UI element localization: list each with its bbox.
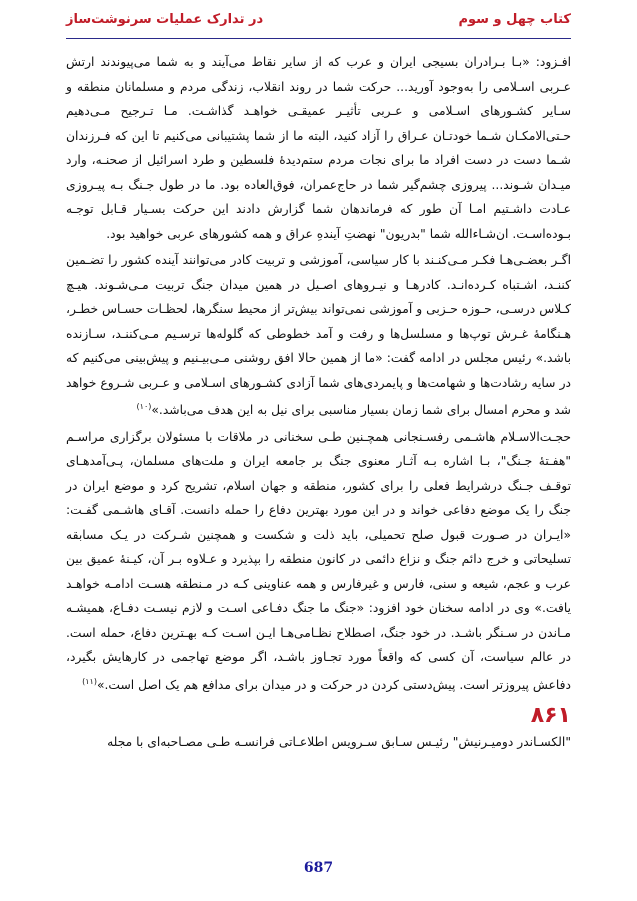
- footnote-ref-10: (۱۰): [136, 402, 152, 411]
- footnote-ref-11: (۱۱): [82, 676, 97, 686]
- page-body: [66, 50, 571, 755]
- chapter-subtitle: در تدارک عملیات سرنوشت‌ساز: [66, 12, 264, 27]
- page-header: [66, 10, 571, 36]
- paragraph-4: [66, 730, 571, 755]
- paragraph-2: [66, 248, 571, 423]
- paragraph-4-text: "الکسـاندر دومیـرنیش" رئیـس سـابق سـرویس اطلاعـاتی فرانسـه طـی مصـاحبه‌ای با مجله: [107, 735, 571, 750]
- paragraph-2-text: اگـر بعضـی‌هـا فکـر مـی‌کنـند با کار سیاسی، آموزشی و تربیت کادر می‌توانند آینده کشور را تضـمین کننـد، اشـتباه کـرده‌انـد. کادرهـا و نیـروهای اصـیل در همین میدان جنگ تربیت مـی‌شـوند. هیـچ کـلاس درسـی، حـوزه حـزبی و آموزشی نمی‌تواند بیش‌تر از محیط سنگرها، لحظـات حسـاس خطـر، هـنگامهٔ غـرش توپ‌ها و مسلسل‌ها و رفت و آمد خطوطی که گلوله‌ها ترسـیم مـی‌کننـد، سـازنده باشد.» رئیس مجلس در ادامه گفت: «ما از همین حالا افق روشنی مـی‌بیـنیم و پیش‌بینی می‌کنیم که در سایه رشادت‌ها و شهامت‌ها و پایمردی‌های شما آزادی کشـورهای اسـلامی و عـربی شـروع خواهد شد و محرم امسال برای شما زمان بسیار مناسبی برای نیل به این هدف می‌باشد.»: [66, 253, 571, 418]
- paragraph-3: [66, 425, 571, 698]
- paragraph-3-text: حجـت‌الاسـلام هاشـمی رفسـنجانی همچـنین طـی سخنانی در ملاقات با مسئولان برگزاری مراسـم "هفـتهٔ جـنگ"، بـا اشاره بـه آثـار معنوی جنگ بر جامعه ایران و ملت‌های مسلمان، پـی‌آمدهـای توقـف جـنگ درشرایط فعلی را برای کشور، منطقه و جهان اسلام، تشریح کرد و موضع ایران در جنگ را یک موضع دفاعی خواند و در این مورد بهترین دفاع را حمله دانست. آقـای هاشـمی گفـت: «ایـران در صـورت قبول صلح تحمیلی، باید ذلت و شکست و همچنین شـرکت در یـک مسابقه تسلیحاتی و خرج دائم جنگ و نزاع دائمی در کانون منطقه را بپذیرد و عـلاوه بـر آن، کیـنهٔ عمیق بین عرب و عجم، شیعه و سنی، فارس و غیرفارس و همه عناوینی کـه در مـنطقه هسـت ادامـه خواهـد یافت.» وی در ادامه سخنان خود افزود: «جنگ ما جنگ دفـاعی اسـت و لازم نیسـت دفـاع، همیشـه مـاندن در سـنگر باشـد. در خود جنگ، اصطلاح نظـامی‌هـا ایـن اسـت کـه بهـترین دفاع، حمله است. در عالم سیاست، آن کسی که واقعاً مورد تجـاوز باشـد، اگر موضع تهاجمی در کارهایش بگیرد، دفاعش پیروزتر است. پیش‌دستی کردن در حرکت و در میدان برای مدافع هم یک اصل است.»: [66, 429, 571, 692]
- paragraph-1: [66, 50, 571, 246]
- book-title: کتاب چهل و سوم: [458, 12, 571, 27]
- paragraph-1-text: افـزود: «بـا بـرادران بسیجی ایران و عرب که از سایر نقاط می‌آیند و به شما می‌پیوندند ارتش عـربی اسـلامی را به‌وجود آورید... حرکت شما در روند انقلاب، زندگی مردم و مسلمانان منطقه و سـایر کشـورهای اسـلامی و عـربی تأثیـر عمیقـی خواهـد گذاشـت. مـا تـرجیح مـی‌دهیم حـتی‌الامکـان شـما خودتـان عـراق را آزاد کنید، البته ما از شما پشتیبانی می‌کنیم تا این که فـرزندان شـما دست در دست افراد ما برای نجات مردم ستم‌دیدهٔ فلسطین و طرد اسرائیل از صحنـه، وارد میـدان شـوند... پیروزی چشم‌گیر شما در حاج‌عمران، فوق‌العاده بود. ما در طول جـنگ بـه پیـروزی عـادت داشـتیم امـا آن طور که فرماندهان شما گزارش دادند این حرکت بسـیار قـابل توجـه بـوده‌اسـت. ان‌شـاءالله شما "بدریون" نهضتِ آینده‌ِ عراق و همه کشورهای عربی خواهید بود.: [66, 55, 571, 241]
- section-number: ۸۶۱: [530, 703, 571, 729]
- header-divider: [66, 38, 571, 39]
- page-number: 687: [303, 860, 334, 876]
